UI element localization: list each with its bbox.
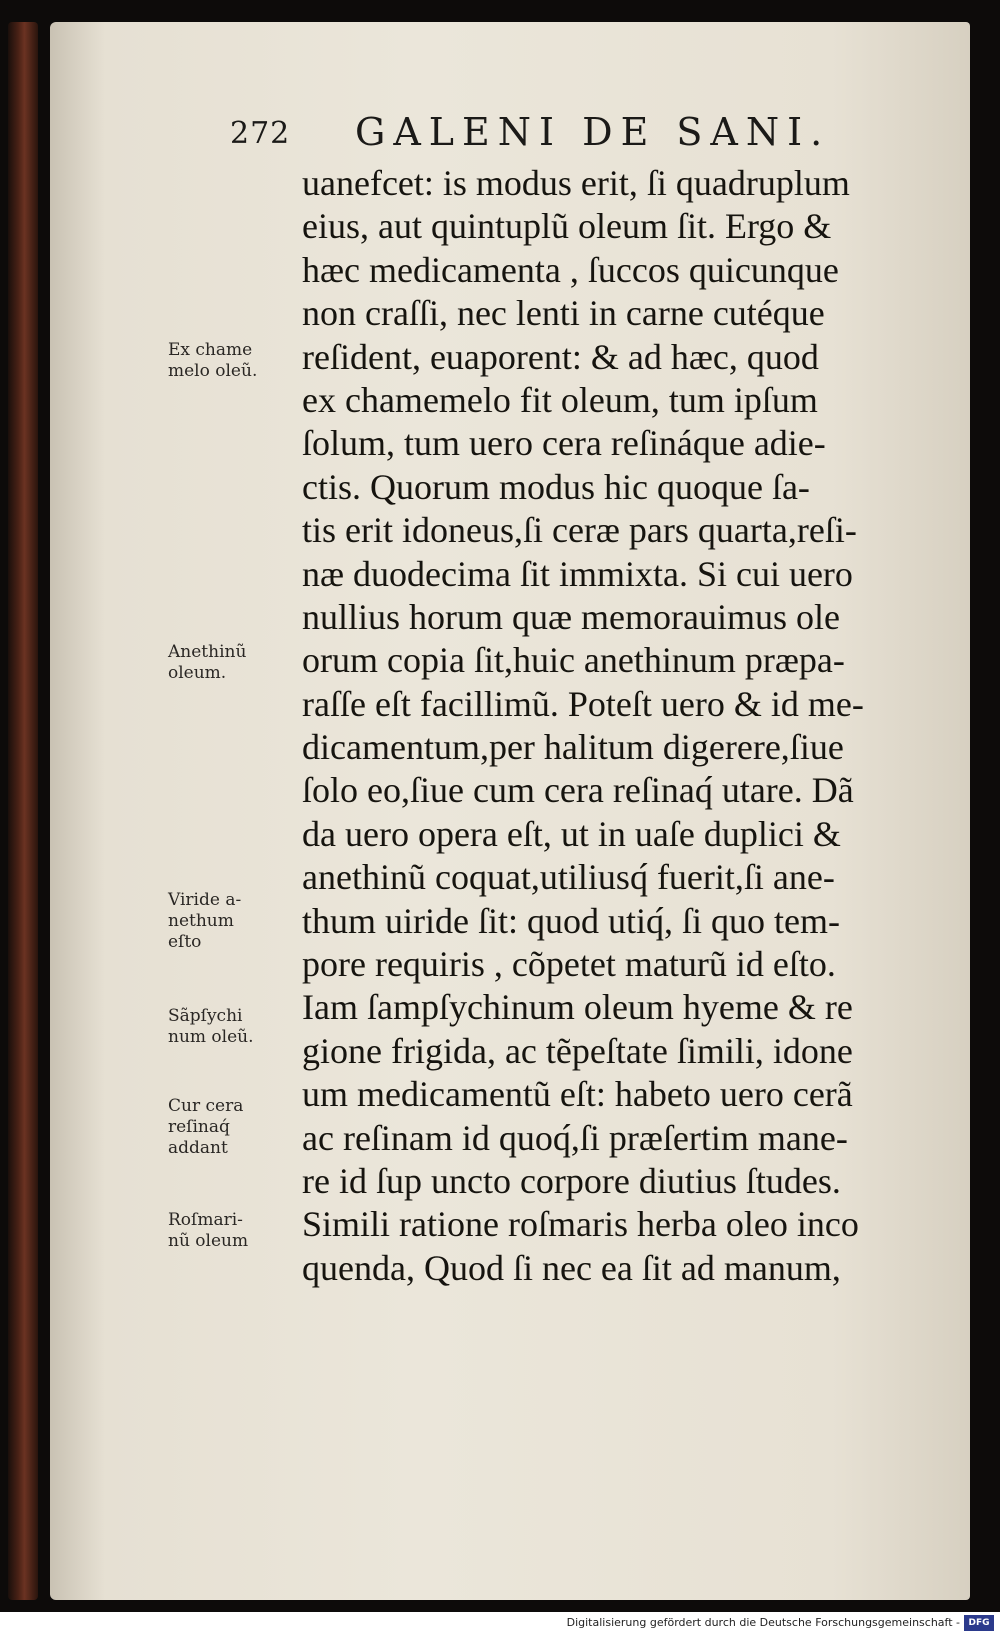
funding-notice: Digitalisierung gefördert durch die Deutsche Forschungsgemeinschaft - <box>566 1616 960 1629</box>
marginal-note-rosmarinum <box>168 1210 296 1252</box>
marginal-note-chamemelo <box>168 340 296 382</box>
text-line: anethinũ coquat,utiliusq́ fuerit,ſi ane- <box>302 857 835 898</box>
text-line: ex chamemelo fit oleum, tum ipſum <box>302 379 818 420</box>
marginal-note-line: Anethinũ <box>168 642 247 662</box>
marginal-note-line: addant <box>168 1138 228 1158</box>
text-line: raſſe eſt facillimũ. Poteſt uero & id me- <box>302 683 864 724</box>
text-line: ac reſinam id quoq́,ſi præſertim mane- <box>302 1117 848 1158</box>
dfg-logo: DFG <box>964 1615 994 1631</box>
marginal-note-sampsychinum <box>168 1006 296 1048</box>
page-number: 272 <box>230 116 291 151</box>
text-line: Iam ſampſychinum oleum hyeme & re <box>302 987 853 1028</box>
text-line: um medicamentũ eſt: habeto uero cerã <box>302 1074 853 1115</box>
text-line: eius, aut quintuplũ oleum ſit. Ergo & <box>302 206 832 247</box>
marginal-note-anethinum <box>168 642 296 684</box>
text-line: orum copia ſit,huic anethinum præpa- <box>302 640 845 681</box>
marginal-note-line: reſinaq́ <box>168 1117 230 1137</box>
page-header <box>230 110 870 160</box>
text-line: pore requiris , cõpetet maturũ id eſto. <box>302 944 836 985</box>
text-line: ſolo eo,ſiue cum cera reſinaq́ utare. Dã <box>302 770 854 811</box>
text-line: uanefcet: is modus erit, ſi quadruplum <box>302 163 850 203</box>
marginal-note-line: Roſmari- <box>168 1210 243 1230</box>
text-line: gione frigida, ac tẽpeſtate ſimili, idone <box>302 1030 853 1071</box>
digitization-footer <box>0 1612 1000 1635</box>
text-line: dicamentum,per halitum digerere,ſiue <box>302 727 844 768</box>
marginal-note-line: eſto <box>168 932 202 952</box>
running-head: GALENI DE SANI. <box>355 110 831 154</box>
body-text <box>302 162 962 1290</box>
marginal-note-line: melo oleũ. <box>168 361 258 381</box>
text-line: da uero opera eſt, ut in uaſe duplici & <box>302 813 841 854</box>
marginal-note-line: Sãpſychi <box>168 1006 243 1026</box>
marginal-note-line: Ex chame <box>168 340 253 360</box>
marginal-note-line: num oleũ. <box>168 1027 254 1047</box>
marginal-note-line: oleum. <box>168 663 227 683</box>
text-line: thum uiride ſit: quod utiq́, ſi quo tem- <box>302 900 840 941</box>
marginal-note-line: Cur cera <box>168 1096 244 1116</box>
text-line: hæc medicamenta , ſuccos quicunque <box>302 249 839 290</box>
marginal-note-viride-anethum <box>168 890 296 953</box>
text-line: re id ſup uncto corpore diutius ſtudes. <box>302 1160 841 1201</box>
text-line: quenda, Quod ſi nec ea ſit ad manum, <box>302 1247 841 1288</box>
book-spine <box>8 22 38 1600</box>
text-line: ctis. Quorum modus hic quoque ſa- <box>302 466 810 507</box>
text-line: nullius horum quæ memorauimus ole <box>302 596 840 637</box>
text-line: reſident, euaporent: & ad hæc, quod <box>302 336 819 377</box>
text-line: Simili ratione roſmaris herba oleo inco <box>302 1204 859 1245</box>
marginal-note-cera-resina <box>168 1096 296 1159</box>
text-line: non craſſi, nec lenti in carne cutéque <box>302 293 825 334</box>
text-line: tis erit idoneus,ſi ceræ pars quarta,reſi- <box>302 510 857 551</box>
marginal-note-line: nethum <box>168 911 234 931</box>
marginal-note-line: Viride a- <box>168 890 242 910</box>
marginal-note-line: nũ oleum <box>168 1231 249 1251</box>
text-line: næ duodecima ſit immixta. Si cui uero <box>302 553 853 594</box>
text-line: ſolum, tum uero cera reſináque adie- <box>302 423 826 464</box>
